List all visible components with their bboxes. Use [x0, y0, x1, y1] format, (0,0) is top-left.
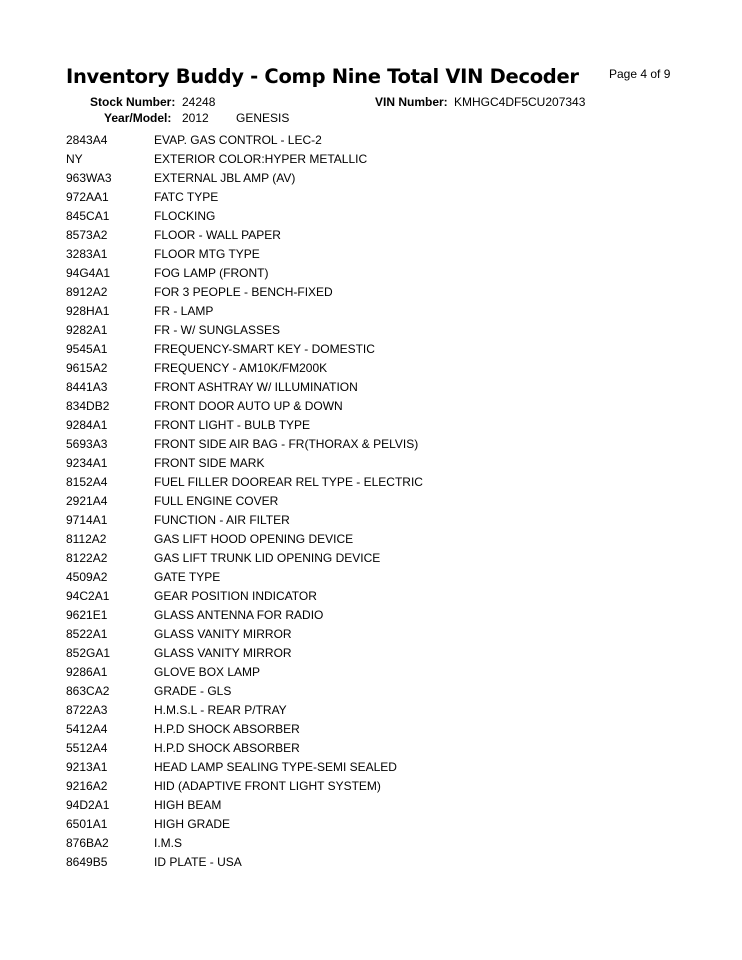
option-code: 5512A4 [66, 741, 108, 755]
option-row [66, 435, 686, 454]
option-row [66, 796, 686, 815]
option-row [66, 530, 686, 549]
option-code: 9213A1 [66, 760, 108, 774]
option-row [66, 587, 686, 606]
option-description: GATE TYPE [154, 570, 221, 584]
option-row [66, 739, 686, 758]
option-code: 4509A2 [66, 570, 108, 584]
vin-number-value: KMHGC4DF5CU207343 [454, 95, 586, 109]
option-code: 8912A2 [66, 285, 108, 299]
option-code: 9615A2 [66, 361, 108, 375]
option-row [66, 321, 686, 340]
option-description: GLASS VANITY MIRROR [154, 646, 292, 660]
option-description: EXTERIOR COLOR:HYPER METALLIC [154, 152, 368, 166]
option-description: GEAR POSITION INDICATOR [154, 589, 317, 603]
option-row [66, 492, 686, 511]
stock-number-value: 24248 [182, 95, 216, 109]
option-description: HIGH GRADE [154, 817, 231, 831]
option-description: EXTERNAL JBL AMP (AV) [154, 171, 296, 185]
option-code: 94D2A1 [66, 798, 110, 812]
option-row [66, 454, 686, 473]
option-code: 8122A2 [66, 551, 108, 565]
option-description: FRONT ASHTRAY W/ ILLUMINATION [154, 380, 358, 394]
option-description: HIGH BEAM [154, 798, 222, 812]
option-description: FRONT DOOR AUTO UP & DOWN [154, 399, 343, 413]
option-row [66, 264, 686, 283]
vin-number-label: VIN Number: [375, 95, 448, 109]
option-description: H.P.D SHOCK ABSORBER [154, 741, 300, 755]
option-row [66, 682, 686, 701]
option-code: NY [66, 152, 83, 166]
option-row [66, 226, 686, 245]
option-code: 2843A4 [66, 133, 108, 147]
option-row [66, 131, 686, 150]
option-description: HEAD LAMP SEALING TYPE-SEMI SEALED [154, 760, 397, 774]
option-description: FR - W/ SUNGLASSES [154, 323, 281, 337]
page-number: Page 4 of 9 [609, 67, 671, 81]
option-description: FR - LAMP [154, 304, 214, 318]
option-description: FLOOR - WALL PAPER [154, 228, 281, 242]
option-code: 863CA2 [66, 684, 110, 698]
option-description: GLASS VANITY MIRROR [154, 627, 292, 641]
option-row [66, 720, 686, 739]
option-description: FUNCTION - AIR FILTER [154, 513, 290, 527]
option-row [66, 758, 686, 777]
option-row [66, 568, 686, 587]
option-row [66, 701, 686, 720]
option-code: 3283A1 [66, 247, 108, 261]
option-row [66, 606, 686, 625]
option-description: FATC TYPE [154, 190, 219, 204]
option-code: 8573A2 [66, 228, 108, 242]
option-row [66, 853, 686, 872]
option-code: 9284A1 [66, 418, 108, 432]
option-code: 928HA1 [66, 304, 110, 318]
option-description: ID PLATE - USA [154, 855, 242, 869]
option-row [66, 663, 686, 682]
option-description: FULL ENGINE COVER [154, 494, 279, 508]
option-code: 8722A3 [66, 703, 108, 717]
option-row [66, 397, 686, 416]
option-description: GRADE - GLS [154, 684, 232, 698]
option-description: FLOOR MTG TYPE [154, 247, 260, 261]
option-description: FRONT SIDE MARK [154, 456, 265, 470]
year-model-label: Year/Model: [104, 111, 172, 125]
year-value: 2012 [182, 111, 209, 125]
option-code: 6501A1 [66, 817, 108, 831]
model-value: GENESIS [236, 111, 290, 125]
option-code-list [66, 131, 686, 872]
option-code: 8441A3 [66, 380, 108, 394]
option-code: 8649B5 [66, 855, 108, 869]
option-row [66, 207, 686, 226]
option-code: 5412A4 [66, 722, 108, 736]
option-description: FLOCKING [154, 209, 216, 223]
option-row [66, 359, 686, 378]
option-code: 5693A3 [66, 437, 108, 451]
option-row [66, 625, 686, 644]
option-row [66, 340, 686, 359]
option-description: I.M.S [154, 836, 183, 850]
option-description: GLASS ANTENNA FOR RADIO [154, 608, 324, 622]
option-code: 2921A4 [66, 494, 108, 508]
option-description: FRONT LIGHT - BULB TYPE [154, 418, 311, 432]
option-description: GAS LIFT TRUNK LID OPENING DEVICE [154, 551, 381, 565]
option-description: FREQUENCY-SMART KEY - DOMESTIC [154, 342, 375, 356]
option-code: 9545A1 [66, 342, 108, 356]
option-description: HID (ADAPTIVE FRONT LIGHT SYSTEM) [154, 779, 381, 793]
option-row [66, 815, 686, 834]
option-code: 852GA1 [66, 646, 111, 660]
option-row [66, 416, 686, 435]
option-description: H.M.S.L - REAR P/TRAY [154, 703, 287, 717]
option-code: 8152A4 [66, 475, 108, 489]
page-title: Inventory Buddy - Comp Nine Total VIN Decoder [66, 65, 579, 88]
option-row [66, 473, 686, 492]
option-description: FOR 3 PEOPLE - BENCH-FIXED [154, 285, 333, 299]
option-row [66, 302, 686, 321]
option-code: 9216A2 [66, 779, 108, 793]
option-description: FREQUENCY - AM10K/FM200K [154, 361, 328, 375]
option-code: 8112A2 [66, 532, 107, 546]
option-row [66, 169, 686, 188]
option-row [66, 378, 686, 397]
option-description: GAS LIFT HOOD OPENING DEVICE [154, 532, 354, 546]
option-code: 876BA2 [66, 836, 109, 850]
option-description: FRONT SIDE AIR BAG - FR(THORAX & PELVIS) [154, 437, 419, 451]
option-code: 963WA3 [66, 171, 112, 185]
option-row [66, 511, 686, 530]
option-code: 9234A1 [66, 456, 108, 470]
stock-number-label: Stock Number: [90, 95, 176, 109]
option-description: H.P.D SHOCK ABSORBER [154, 722, 300, 736]
option-code: 9282A1 [66, 323, 108, 337]
option-code: 8522A1 [66, 627, 108, 641]
option-code: 972AA1 [66, 190, 109, 204]
option-description: FOG LAMP (FRONT) [154, 266, 269, 280]
option-row [66, 150, 686, 169]
option-description: EVAP. GAS CONTROL - LEC-2 [154, 133, 322, 147]
option-row [66, 644, 686, 663]
option-row [66, 283, 686, 302]
option-code: 94C2A1 [66, 589, 110, 603]
option-code: 845CA1 [66, 209, 110, 223]
option-description: FUEL FILLER DOOREAR REL TYPE - ELECTRIC [154, 475, 423, 489]
option-code: 9621E1 [66, 608, 108, 622]
option-row [66, 777, 686, 796]
option-row [66, 549, 686, 568]
option-row [66, 188, 686, 207]
option-code: 9286A1 [66, 665, 108, 679]
option-row [66, 245, 686, 264]
option-code: 94G4A1 [66, 266, 111, 280]
option-row [66, 834, 686, 853]
option-code: 834DB2 [66, 399, 110, 413]
option-description: GLOVE BOX LAMP [154, 665, 261, 679]
option-code: 9714A1 [66, 513, 108, 527]
